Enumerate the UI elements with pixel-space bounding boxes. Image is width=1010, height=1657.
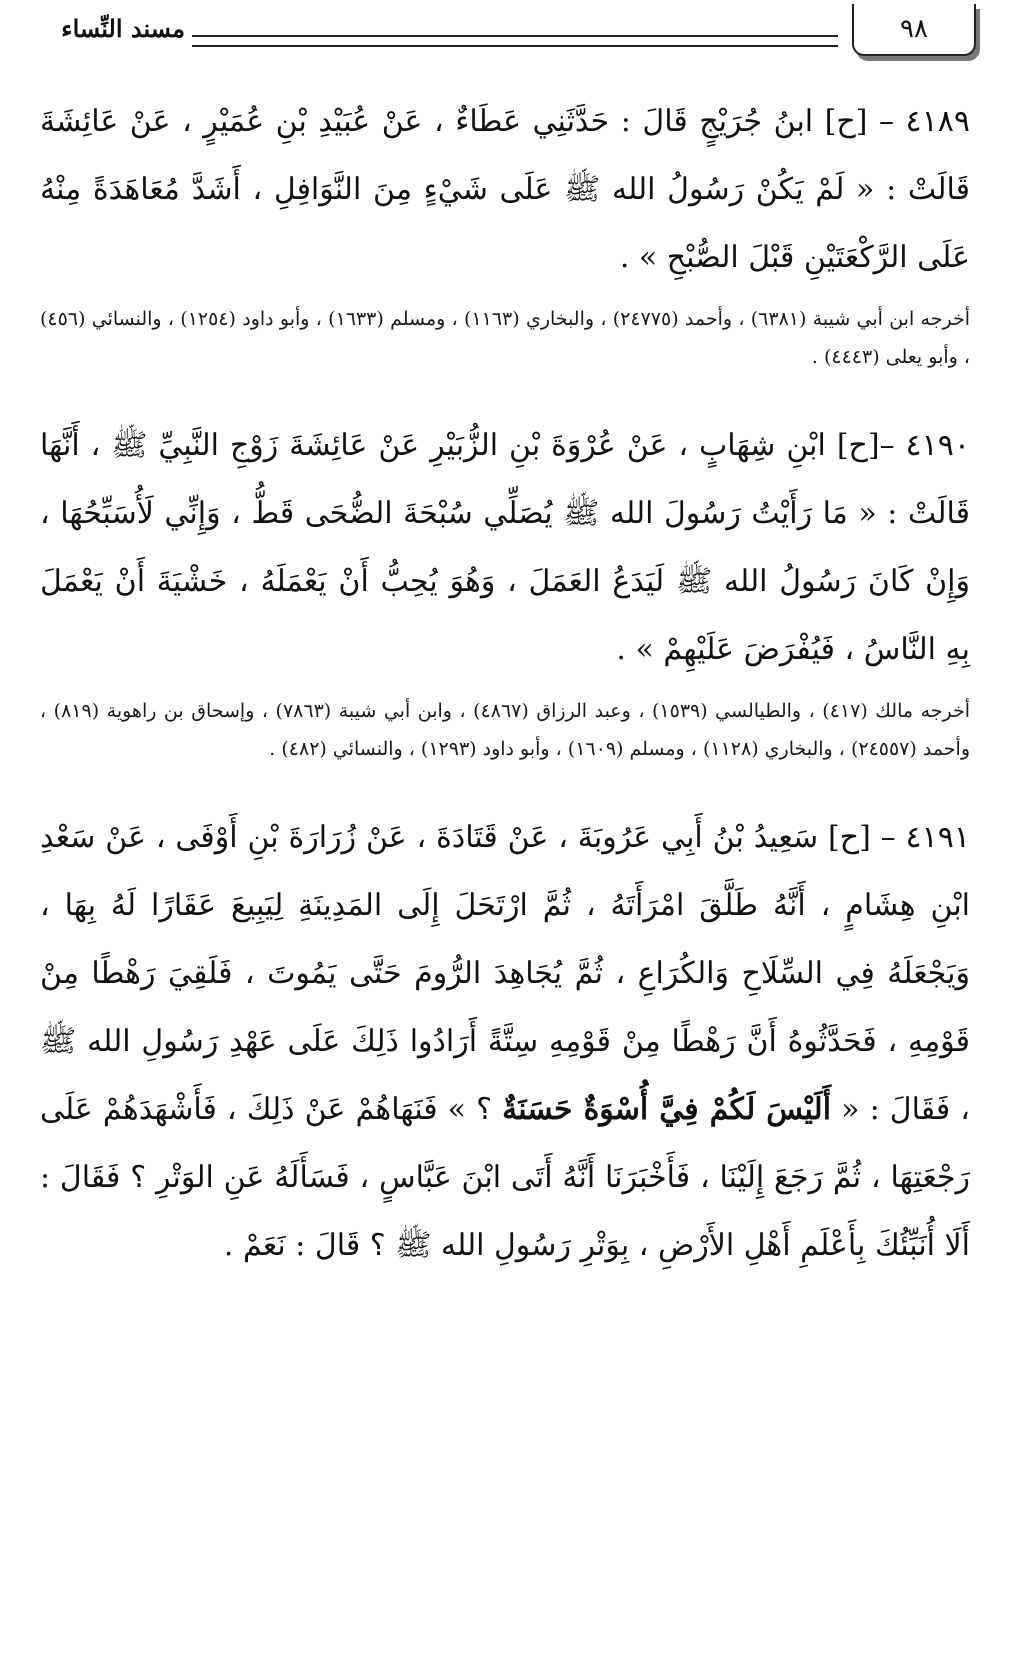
hadith-takhrij: أخرجه مالك (٤١٧) ، والطيالسي (١٥٣٩) ، وعبد الرزاق (٤٨٦٧) ، وابن أبي شيبة (٧٨٦٣) ، وإسحاق بن راهوية (٨١٩) ، وأحمد (٢٤٥٥٧) ، والبخاري (١١٢٨) ، ومسلم (١٦٠٩) ، وأبو داود (١٢٩٣) ، والنسائي (٤٨٢) . xyxy=(40,700,971,760)
hadith-number: ٤١٩٠ xyxy=(905,428,970,463)
hadith-block xyxy=(40,412,970,768)
page-header xyxy=(0,0,1010,70)
hadith-number: ٤١٨٩ xyxy=(905,104,970,139)
hadith-text xyxy=(40,88,970,292)
book-title: مسند النِّساء xyxy=(61,14,185,43)
page-body xyxy=(40,88,970,1316)
hadith-number: ٤١٩١ xyxy=(905,820,970,855)
hadith-text xyxy=(40,804,970,1280)
hadith-body: – [ح] سَعِيدُ بْنُ أَبِي عَرُوبَةَ ، عَنْ قَتَادَةَ ، عَنْ زُرَارَةَ بْنِ أَوْفَى ، عَنْ سَعْدِ ابْنِ هِشَامٍ ، أَنَّهُ طَلَّقَ امْرَأَتَهُ ، ثُمَّ ارْتَحَلَ إِلَى المَدِينَةِ لِيَبِيعَ عَقَارًا لَهُ بِهَا ، وَيَجْعَلَهُ فِي السِّلَاحِ وَالكُرَاعِ ، ثُمَّ يُجَاهِدَ الرُّومَ حَتَّى يَمُوتَ ، فَلَقِيَ رَهْطًا مِنْ قَوْمِهِ ، فَحَدَّثُوهُ أَنَّ رَهْطًا مِنْ قَوْمِهِ سِتَّةً أَرَادُوا ذَلِكَ عَلَى عَهْدِ رَسُولِ الله ﷺ ، فَقَالَ : « xyxy=(40,820,970,1127)
hadith-body-continued: ؟ » فَنَهَاهُمْ عَنْ ذَلِكَ ، فَأَشْهَدَهُمْ عَلَى رَجْعَتِهَا ، ثُمَّ رَجَعَ إِلَيْنَا ، فَأَخْبَرَنَا أَنَّهُ أَتَى ابْنَ عَبَّاسٍ ، فَسَأَلَهُ عَنِ الوَتْرِ ؟ فَقَالَ : أَلَا أُنَبِّئُكَ بِأَعْلَمِ أَهْلِ الأَرْضِ ، بِوَتْرِ رَسُولِ الله ﷺ ؟ قَالَ : نَعَمْ . xyxy=(40,1092,970,1263)
hadith-quote-bold: أَلَيْسَ لَكُمْ فِيَّ أُسْوَةٌ حَسَنَةٌ xyxy=(502,1092,832,1127)
hadith-body: –[ح] ابْنِ شِهَابٍ ، عَنْ عُرْوَةَ بْنِ الزُّبَيْرِ عَنْ عَائِشَةَ زَوْجِ النَّبِيِّ ﷺ ، أَنَّهَا قَالَتْ : « مَا رَأَيْتُ رَسُولَ الله ﷺ يُصَلِّي سُبْحَةَ الضُّحَى قَطُّ ، وَإِنِّي لَأُسَبِّحُهَا ، وَإِنْ كَانَ رَسُولُ الله ﷺ لَيَدَعُ العَمَلَ ، وَهُوَ يُحِبُّ أَنْ يَعْمَلَهُ ، خَشْيَةَ أَنْ يَعْمَلَ بِهِ النَّاسُ ، فَيُفْرَضَ عَلَيْهِمْ » . xyxy=(40,428,970,667)
hadith-text xyxy=(40,412,970,684)
hadith-block xyxy=(40,88,970,376)
page-number: ٩٨ xyxy=(852,4,976,56)
hadith-body: – [ح] ابنُ جُرَيْجٍ قَالَ : حَدَّثَنِي عَطَاءٌ ، عَنْ عُبَيْدِ بْنِ عُمَيْرٍ ، عَنْ عَائِشَةَ قَالَتْ : « لَمْ يَكُنْ رَسُولُ الله ﷺ عَلَى شَيْءٍ مِنَ النَّوَافِلِ ، أَشَدَّ مُعَاهَدَةً مِنْهُ عَلَى الرَّكْعَتَيْنِ قَبْلَ الصُّبْحِ » . xyxy=(40,104,970,275)
header-rule xyxy=(192,35,838,47)
hadith-block xyxy=(40,804,970,1280)
hadith-takhrij: أخرجه ابن أبي شيبة (٦٣٨١) ، وأحمد (٢٤٧٧٥) ، والبخاري (١١٦٣) ، ومسلم (١٦٣٣) ، وأبو داود (١٢٥٤) ، والنسائي (٤٥٦) ، وأبو يعلى (٤٤٤٣) . xyxy=(40,308,970,368)
